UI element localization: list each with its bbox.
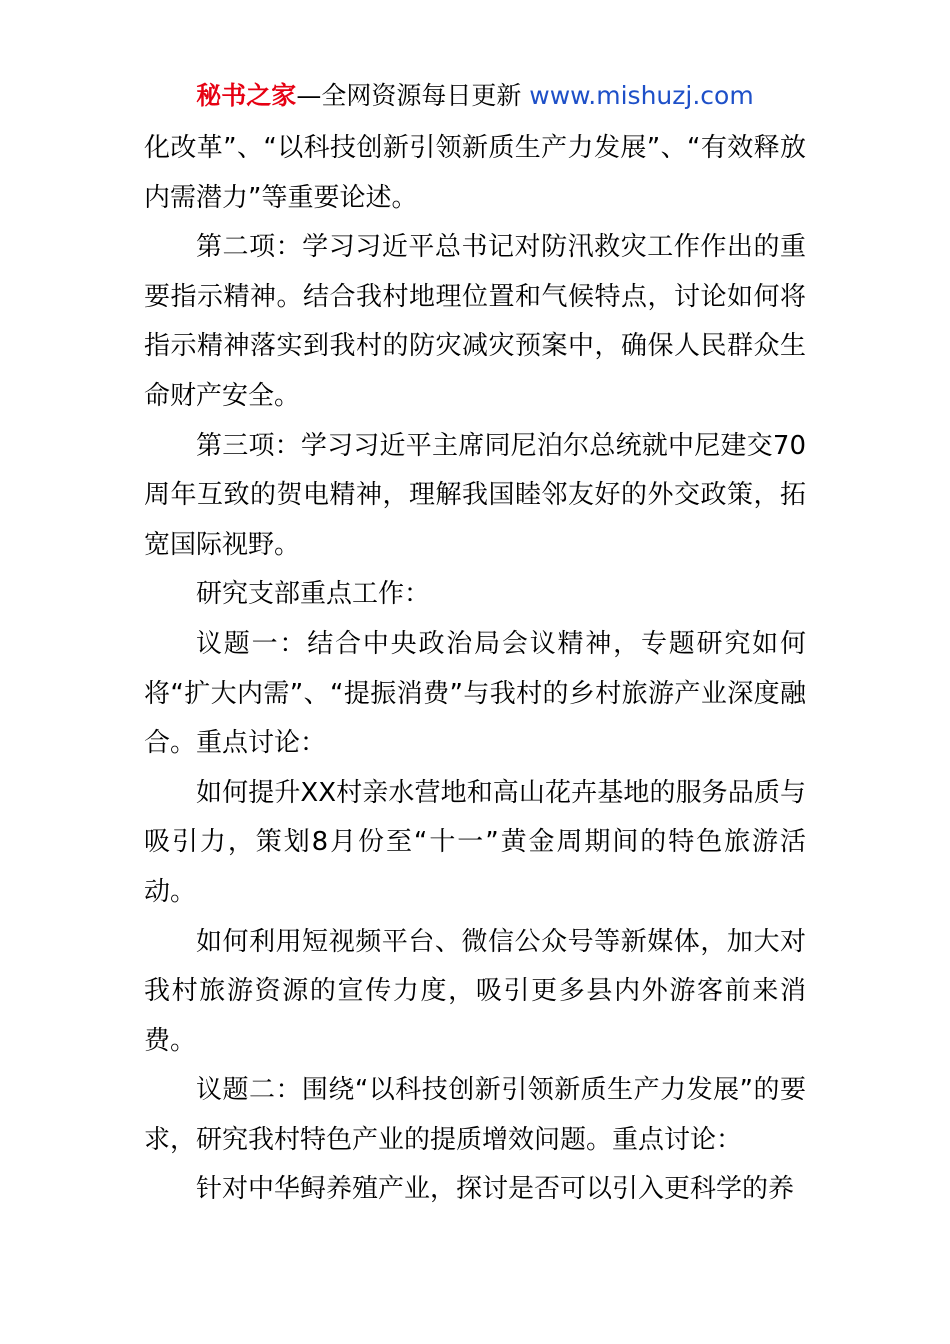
paragraph-item-3: 第三项：学习习近平主席同尼泊尔总统就中尼建交70周年互致的贺电精神，理解我国睦邻友好的外交政策，拓宽国际视野。 — [144, 430, 806, 560]
paragraph-topic-2-point-1: 针对中华鲟养殖产业，探讨是否可以引入更科学的养 — [196, 1174, 795, 1205]
paragraph-continuation: 化改革”、“以科技创新引领新质生产力发展”、“有效释放内需潜力”等重要论述。 — [144, 133, 806, 213]
site-url-link[interactable]: www.mishuzj.com — [529, 81, 754, 110]
paragraph-topic-1-point-2: 如何利用短视频平台、微信公众号等新媒体，加大对我村旅游资源的宣传力度，吸引更多县内外游客前来消费。 — [144, 926, 806, 1056]
document-body — [144, 124, 806, 1215]
site-tagline: —全网资源每日更新 — [296, 81, 530, 110]
paragraph-topic-2: 议题二：围绕“以科技创新引领新质生产力发展”的要求，研究我村特色产业的提质增效问题。重点讨论： — [144, 1075, 806, 1155]
paragraph-topic-1-point-1: 如何提升XX村亲水营地和高山花卉基地的服务品质与吸引力，策划8月份至“十一”黄金周期间的特色旅游活动。 — [144, 777, 806, 907]
section-heading-key-work: 研究支部重点工作： — [196, 579, 431, 610]
site-header — [0, 78, 950, 114]
site-brand: 秘书之家 — [196, 81, 297, 110]
paragraph-item-2: 第二项：学习习近平总书记对防汛救灾工作作出的重要指示精神。结合我村地理位置和气候特点，讨论如何将指示精神落实到我村的防灾减灾预案中，确保人民群众生命财产安全。 — [144, 232, 806, 411]
paragraph-topic-1: 议题一：结合中央政治局会议精神，专题研究如何将“扩大内需”、“提振消费”与我村的乡村旅游产业深度融合。重点讨论： — [144, 628, 806, 759]
